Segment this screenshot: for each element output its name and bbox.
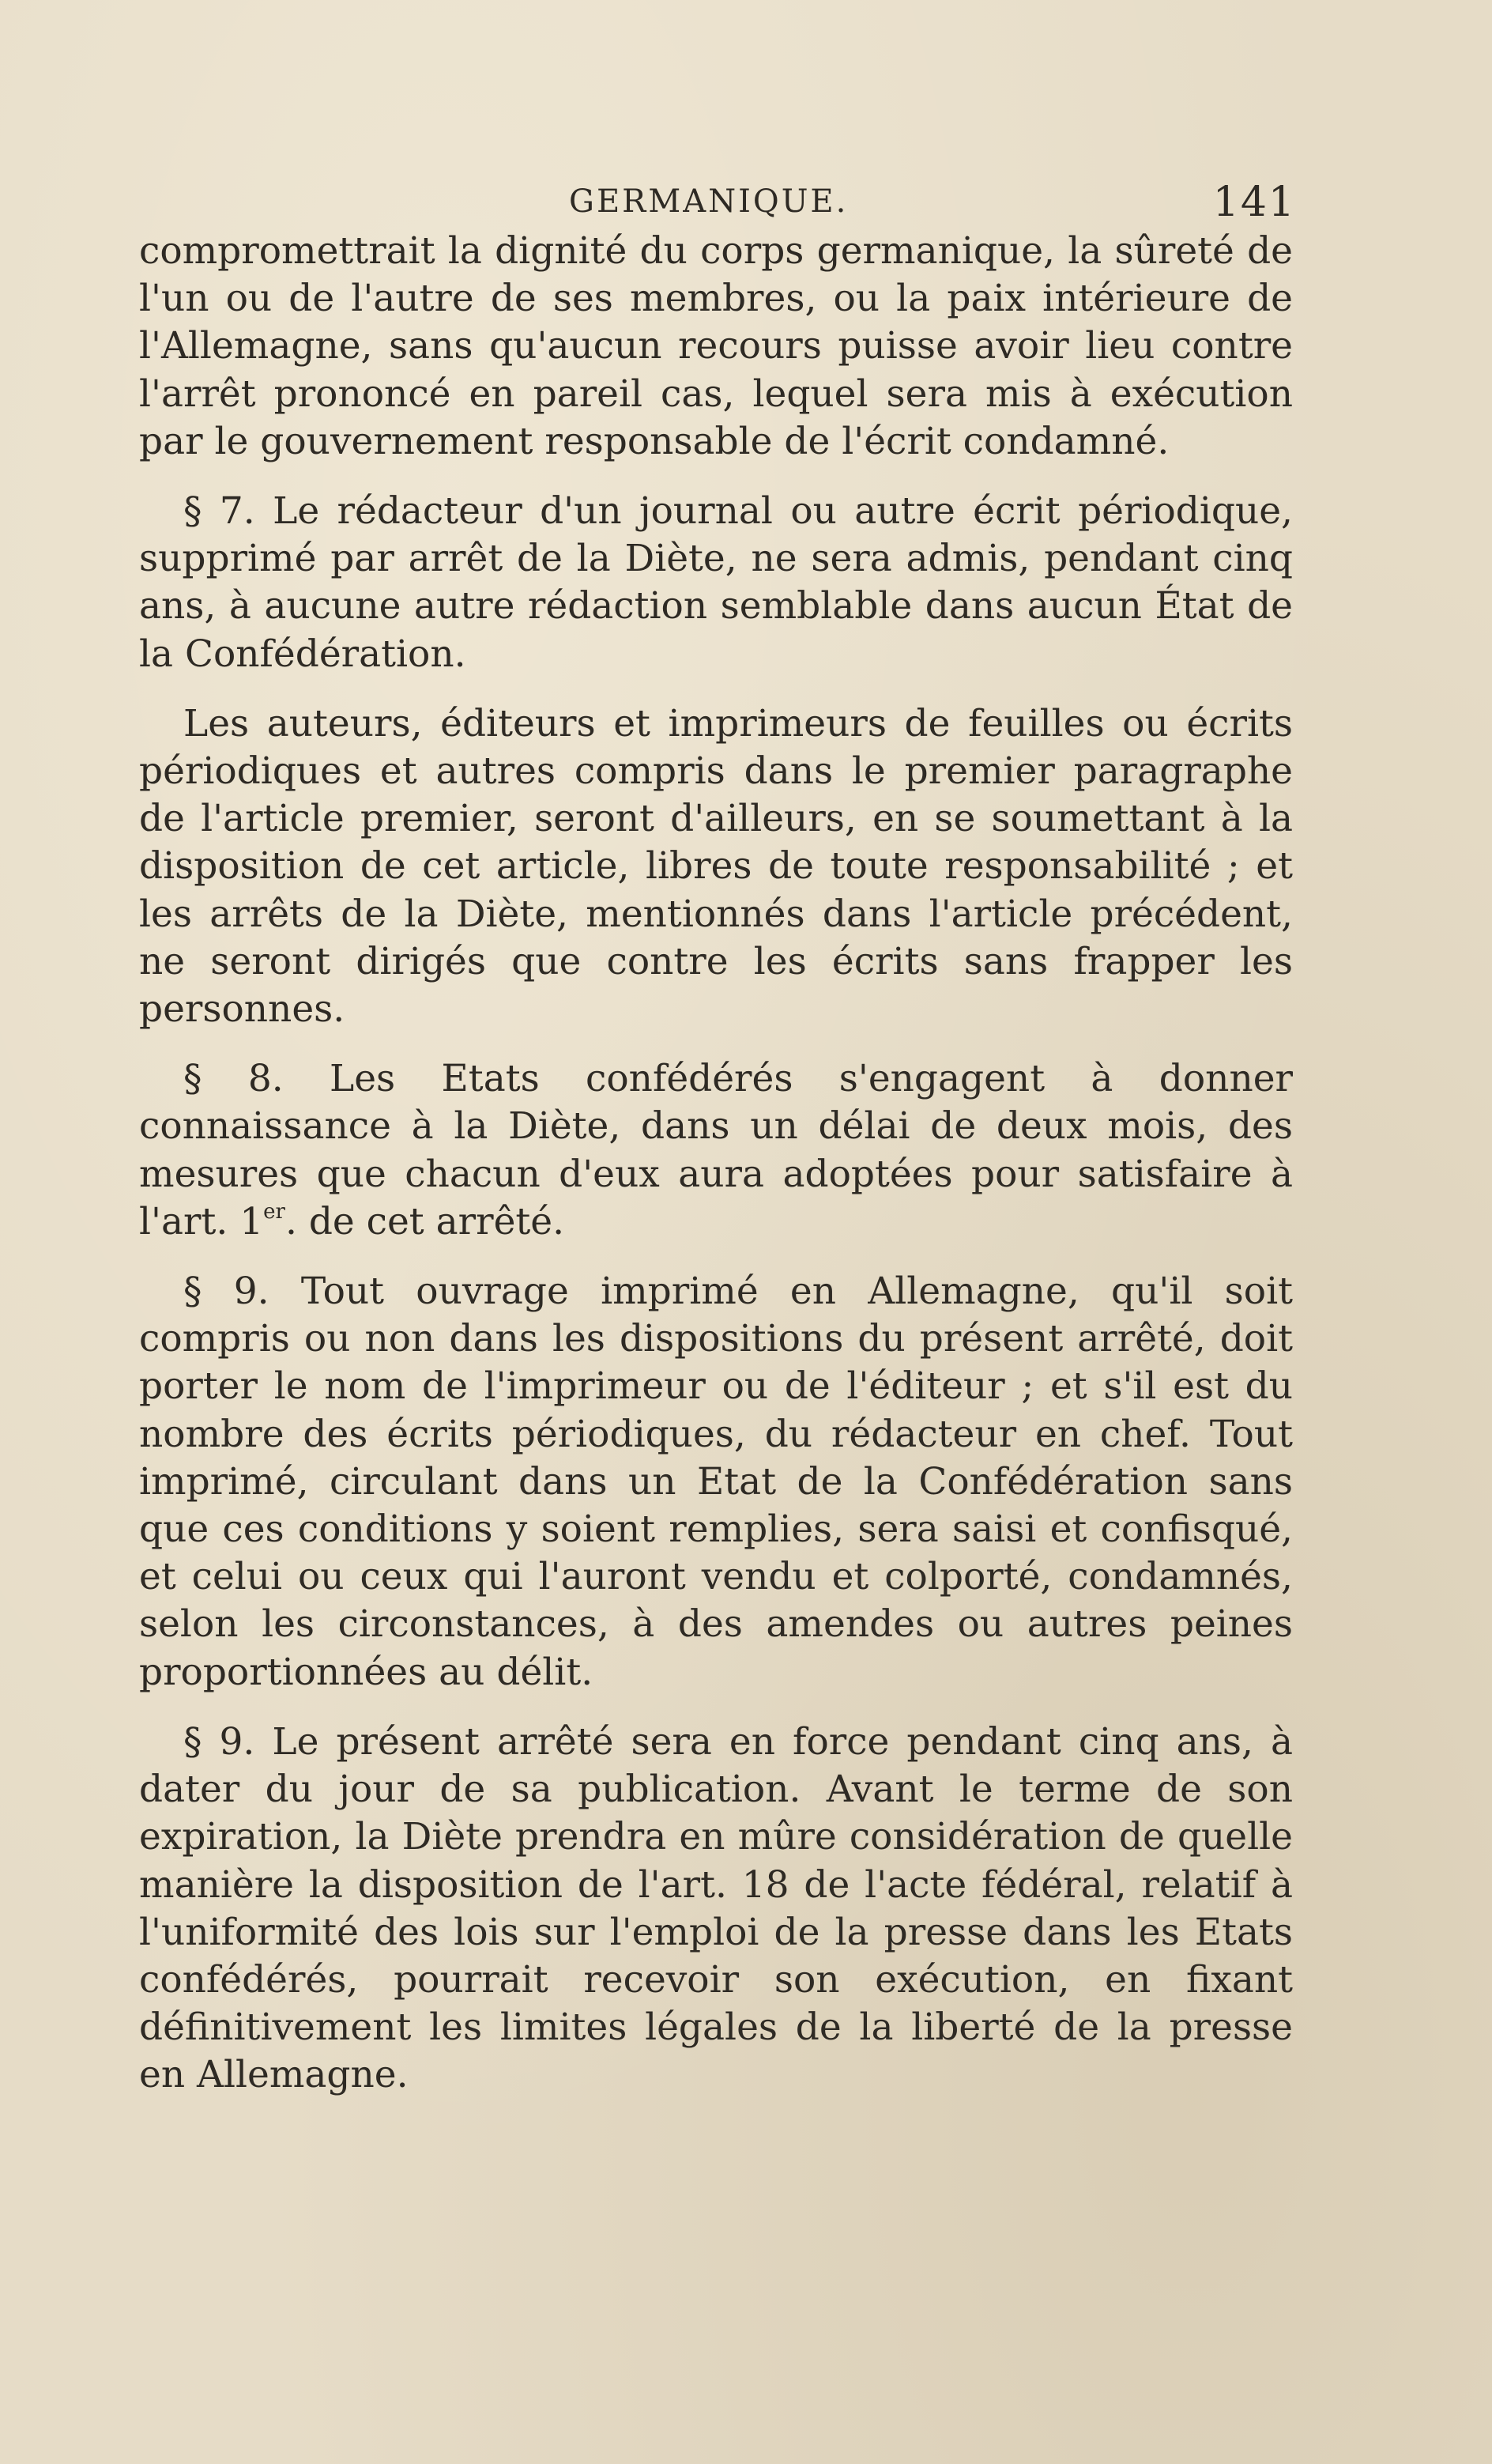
paragraph-section-8	[139, 1055, 1293, 1246]
running-title: GERMANIQUE.	[569, 183, 849, 220]
section-8-text-end: . de cet arrêté.	[284, 1199, 565, 1243]
paragraph-section-9-printing: § 9. Tout ouvrage imprimé en Allemagne, qu'il soit compris ou non dans les dispositions du présent arrêté, doit porter le nom de l'imprimeur ou de l'éditeur ; et s'il est du nombre des écrits périodiques, du rédacteur en chef. Tout imprimé, circulant dans un Etat de la Confédération sans que ces conditions y soient remplies, sera saisi et confisqué, et celui ou ceux qui l'auront vendu et colporté, condamnés, selon les circonstances, à des amendes ou autres peines proportionnées au délit.	[139, 1270, 1293, 1694]
paragraph-continuation: compromettrait la dignité du corps germanique, la sûreté de l'un ou de l'autre de ses membres, ou la paix intérieure de l'Allemagne, sans qu'aucun recours puisse avoir lieu contre l'arrêt prononcé en pareil cas, lequel sera mis à exécution par le gouvernement responsable de l'écrit condamné.	[139, 229, 1293, 463]
section-8-superscript: er	[263, 1199, 285, 1224]
paragraph-authors-editors: Les auteurs, éditeurs et imprimeurs de feuilles ou écrits périodiques et autres compris dans le premier paragraphe de l'article premier, seront d'ailleurs, en se soumettant à la disposition de cet article, libres de toute responsabilité ; et les arrêts de la Diète, mentionnés dans l'article précédent, ne seront dirigés que contre les écrits sans frapper les personnes.	[139, 701, 1293, 1032]
paragraph-section-9-duration: § 9. Le présent arrêté sera en force pendant cinq ans, à dater du jour de sa publication. Avant le terme de son expiration, la Diète prendra en mûre considération de quelle manière la disposition de l'art. 18 de l'acte fédéral, relatif à l'uniformité des lois sur l'emploi de la presse dans les Etats confédérés, pourrait recevoir son exécution, en fixant définitivement les limites légales de la liberté de la presse en Allemagne.	[139, 1719, 1293, 2097]
running-head	[142, 179, 1296, 226]
body-text	[139, 228, 1293, 2100]
section-8-text: § 8. Les Etats confédérés s'engagent à donner connaissance à la Diète, dans un délai de deux mois, des mesures que chacun d'eux aura adoptées pour satisfaire à l'art. 1	[139, 1057, 1293, 1243]
page-number: 141	[1212, 179, 1296, 226]
paragraph-section-7: § 7. Le rédacteur d'un journal ou autre écrit périodique, supprimé par arrêt de la Diète, ne sera admis, pendant cinq ans, à aucune autre rédaction semblable dans aucun État de la Confédération.	[139, 489, 1293, 676]
